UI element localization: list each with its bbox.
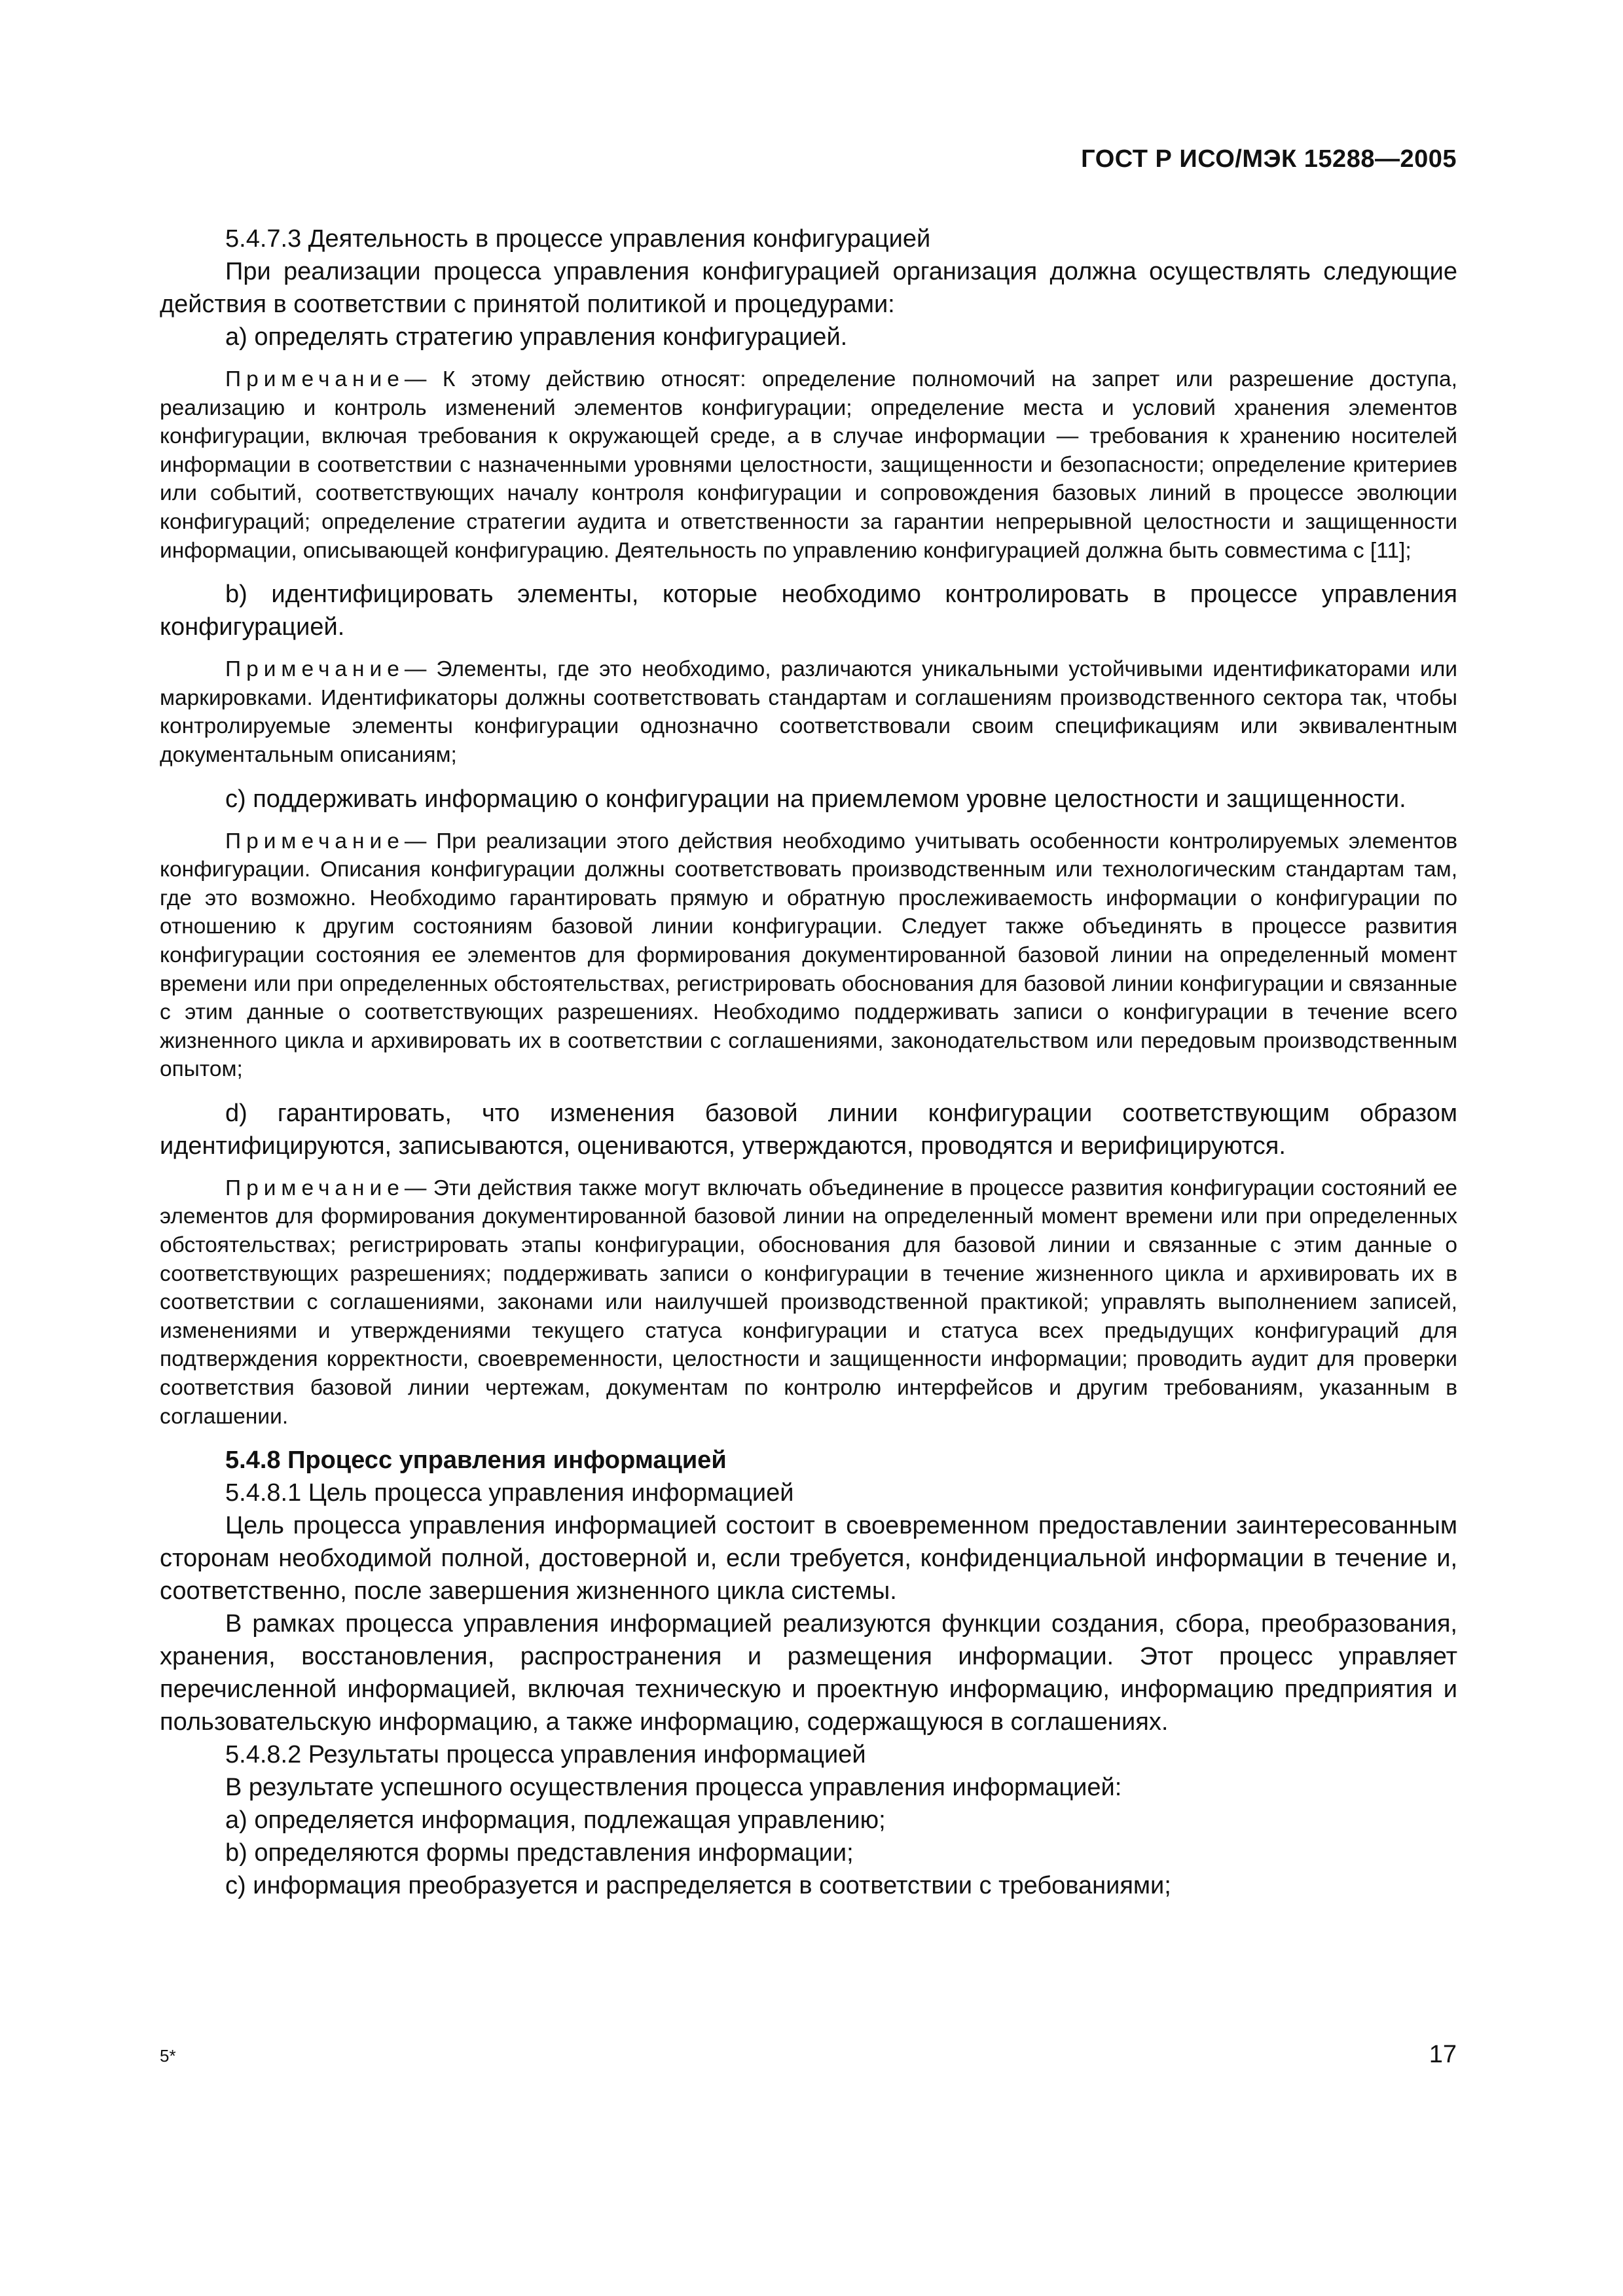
outcomes-intro: В результате успешного осуществления процесса управления информацией: (225, 1774, 1122, 1802)
note-b (160, 655, 1457, 769)
note-label: Примечание (225, 657, 405, 682)
purpose-paragraph: Цель процесса управления информацией состоит в своевременном предоставлении заинтересованным сторонам необходимой полной, достоверной и, если требуется, конфиденциальной информации в течение и, соответственно, после завершения жизненного цикла системы. (160, 1512, 1457, 1605)
section-5-4-7-3-title: 5.4.7.3 Деятельность в процессе управления конфигурацией (225, 225, 931, 253)
document-header: ГОСТ Р ИСО/МЭК 15288—2005 (1081, 145, 1457, 173)
list-item-d: d) гарантировать, что изменения базовой линии конфигурации соответствующим образом идентифицируются, записываются, оцениваются, утверждаются, проводятся и верифицируются. (160, 1099, 1457, 1160)
page-number: 17 (1429, 2041, 1457, 2068)
list-item-a: a) определять стратегию управления конфигурацией. (225, 323, 848, 351)
functions-paragraph: В рамках процесса управления информацией реализуются функции создания, сбора, преобразования, хранения, восстановления, распространения и размещения информации. Этот процесс управляет перечисленной информацией, включая техническую и проектную информацию, информацию предприятия и пользовательскую информацию, а также информацию, содержащуюся в соглашениях. (160, 1610, 1457, 1736)
note-c (160, 827, 1457, 1084)
note-d-text: — Эти действия также могут включать объединение в процессе развития конфигурации состояний ее элементов для формирования документированной базовой линии на определенный момент времени или при определенных обстоятельствах; регистрировать этапы конфигурации, обоснования для базовой линии и связанные с этим данные о соответствующих разрешениях; поддерживать записи о конфигурации в течение жизненного цикла и архивировать их в соответствии с соглашениями, законами или наилучшей производственной практикой; управлять выполнением записей, изменениями и утверждениями текущего статуса конфигурации и статуса всех предыдущих конфигураций для подтверждения корректности, своевременности, целостности и защищенности информации; проводить аудит для проверки соответствия базовой линии чертежам, документам по контролю интерфейсов и другим требованиям, указанным в соглашении. (160, 1175, 1457, 1429)
note-a (160, 365, 1457, 565)
note-c-text: — При реализации этого действия необходимо учитывать особенности контролируемых элементов конфигурации. Описания конфигурации должны соответствовать производственным или технологическим стандартам там, где это возможно. Необходимо гарантировать прямую и обратную прослеживаемость информации о конфигурации по отношению к другим состояниям базовой линии конфигурации. Следует также объединять в процессе развития конфигурации состояния ее элементов для формирования документированной базовой линии на определенный момент времени или при определенных обстоятельствах, регистрировать обоснования для базовой линии конфигурации и связанные с этим данные о соответствующих разрешениях. Необходимо поддерживать записи о конфигурации в течение всего жизненного цикла и архивировать их в соответствии с соглашениями, законодательством или передовым производственным опытом; (160, 829, 1457, 1082)
note-a-text: — К этому действию относят: определение полномочий на запрет или разрешение доступа, реализацию и контроль изменений элементов конфигурации; определение места и условий хранения элементов конфигурации, включая требования к окружающей среде, а в случае информации — требования к хранению носителей информации в соответствии с назначенными уровнями целостности, защищенности и безопасности; определение критериев или событий, соответствующих началу контроля конфигурации и сопровождения базовых линий в процессе эволюции конфигураций; определение стратегии аудита и ответственности за гарантии непрерывной целостности и защищенности информации, описывающей конфигурацию. Деятельность по управлению конфигурацией должна быть совместима с [11]; (160, 367, 1457, 563)
section-5-4-8-2-title: 5.4.8.2 Результаты процесса управления информацией (225, 1741, 866, 1769)
outcome-item-a: a) определяется информация, подлежащая управлению; (225, 1806, 886, 1835)
sheet-mark: 5* (160, 2046, 176, 2066)
section-5-4-8-heading: 5.4.8 Процесс управления информацией (225, 1446, 727, 1475)
note-d (160, 1174, 1457, 1431)
note-label: Примечание (225, 1175, 405, 1200)
note-b-text: — Элементы, где это необходимо, различаются уникальными устойчивыми идентификаторами или маркировками. Идентификаторы должны соответствовать стандартам и соглашениям производственного сектора так, чтобы контролируемые элементы конфигурации однозначно соответствовали своим спецификациям или эквивалентным документальным описаниям; (160, 657, 1457, 767)
section-5-4-8-1-title: 5.4.8.1 Цель процесса управления информацией (225, 1479, 794, 1507)
outcome-item-b: b) определяются формы представления информации; (225, 1839, 854, 1867)
note-label: Примечание (225, 367, 405, 391)
outcome-item-c: c) информация преобразуется и распределяется в соответствии с требованиями; (225, 1872, 1171, 1900)
list-item-c: c) поддерживать информацию о конфигурации на приемлемом уровне целостности и защищенности. (225, 785, 1406, 813)
note-label: Примечание (225, 829, 405, 853)
page-content (160, 223, 1457, 1902)
section-intro-paragraph: При реализации процесса управления конфигурацией организация должна осуществлять следующие действия в соответствии с принятой политикой и процедурами: (160, 258, 1457, 318)
list-item-b: b) идентифицировать элементы, которые необходимо контролировать в процессе управления конфигурацией. (160, 581, 1457, 641)
